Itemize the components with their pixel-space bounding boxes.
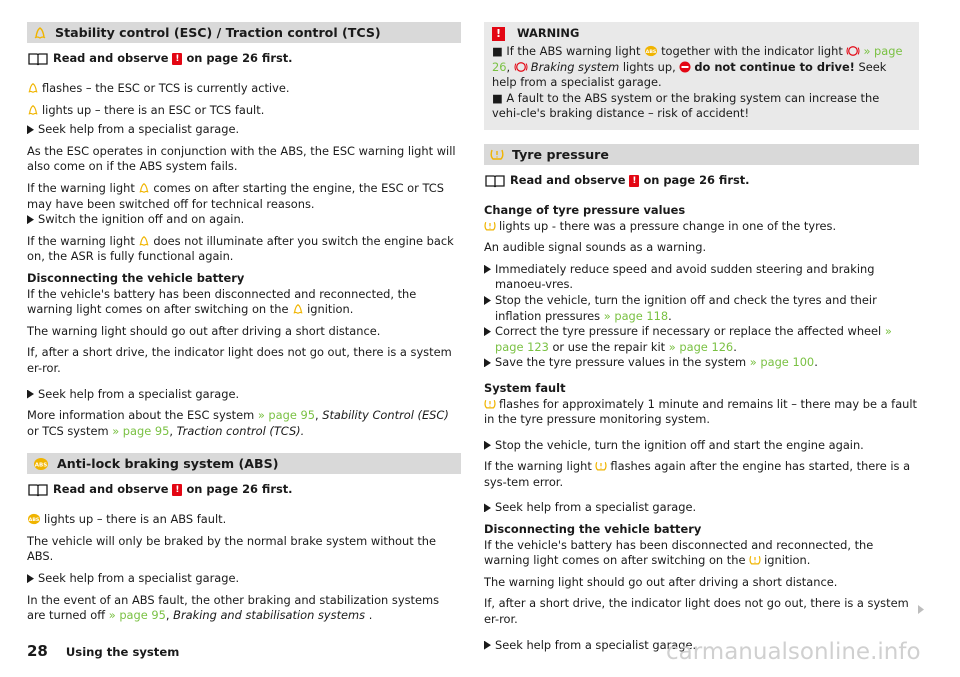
esc-warning-icon	[27, 82, 39, 94]
more-info-paragraph: More information about the ESC system » page 95, Stability Control (ESC) or TCS system » page 95, Traction control (TCS).	[27, 408, 449, 438]
tyre-step-1: Immediately reduce speed and avoid sudden steering and braking manoeu-vres.	[484, 262, 919, 293]
warning-exclamation-icon: !	[172, 484, 182, 496]
book-icon	[27, 483, 49, 497]
brake-warning-icon	[514, 61, 528, 73]
esc-section-heading	[27, 22, 461, 43]
warning-exclamation-icon: !	[492, 27, 505, 41]
esc-heading-text: Stability control (ESC) / Traction control (TCS)	[55, 24, 381, 40]
esc-warning-icon	[27, 104, 39, 116]
tyre-step-2: Stop the vehicle, turn the ignition off and check the tyres and their inflation pressures » page 118.	[484, 293, 919, 324]
footer-title: Using the system	[65, 645, 180, 659]
abs-section-heading	[27, 453, 461, 474]
svg-text:ABS: ABS	[645, 49, 657, 55]
esc-warning-icon	[138, 182, 150, 194]
abs-warning-icon	[27, 513, 41, 525]
tyre-pressure-icon	[484, 220, 496, 232]
disconnect-battery-text-r: If the vehicle's battery has been disconnected and reconnected, the warning light comes on after switching on the ignition.	[484, 537, 874, 568]
left-column	[27, 22, 461, 630]
continue-arrow-icon	[918, 605, 924, 614]
abs-warning-icon	[644, 45, 658, 57]
seek-help-step-r2: Seek help from a specialist garage.	[484, 638, 919, 654]
page-number: 28	[27, 642, 48, 660]
read-observe-line-abs: Read and observe ! on page 26 first.	[27, 482, 461, 498]
stop-restart-step: Stop the vehicle, turn the ignition off and start the engine again.	[484, 438, 919, 454]
tyre-heading-text: Tyre pressure	[512, 146, 609, 162]
book-icon	[27, 52, 49, 66]
esc-flashes-line: flashes – the ESC or TCS is currently active.	[27, 81, 461, 97]
abs-fail-paragraph: As the ESC operates in conjunction with the ABS, the ESC warning light will also come on if the ABS system fails.	[27, 143, 456, 174]
seek-help-step-3: Seek help from a specialist garage.	[27, 571, 461, 587]
page-95-link[interactable]: » page 95	[257, 408, 315, 423]
go-out-paragraph: The warning light should go out after driving a short distance.	[27, 323, 381, 338]
seek-help-step: Seek help from a specialist garage.	[27, 122, 461, 138]
tyre-section-heading	[484, 144, 919, 165]
page-95-link[interactable]: » page 95	[108, 608, 166, 623]
esc-warning-icon	[292, 303, 304, 315]
esc-lights-line: lights up – there is an ESC or TCS fault.	[27, 103, 461, 119]
tyre-pressure-icon	[484, 398, 496, 410]
warning-exclamation-icon: !	[629, 175, 639, 187]
svg-text:ABS: ABS	[34, 462, 48, 469]
book-icon	[484, 174, 506, 188]
page-95-link[interactable]: » page 95	[112, 423, 170, 438]
read-observe-line-tyre: Read and observe ! on page 26 first.	[484, 173, 919, 189]
page-100-link[interactable]: » page 100	[749, 355, 815, 370]
seek-help-step-2: Seek help from a specialist garage.	[27, 387, 461, 403]
change-text: lights up - there was a pressure change in one of the tyres.	[484, 219, 919, 235]
page-footer	[27, 644, 179, 661]
page-118-link[interactable]: » page 118	[603, 308, 669, 323]
seek-help-step-r: Seek help from a specialist garage.	[484, 500, 919, 516]
fault-text: flashes for approximately 1 minute and remains lit – there may be a fault in the tyre pressure monitoring system.	[484, 396, 918, 427]
stop-icon	[679, 61, 691, 73]
warning-exclamation-icon: !	[172, 53, 182, 65]
read-prefix: Read and observe	[53, 51, 169, 66]
svg-text:ABS: ABS	[28, 518, 40, 524]
right-column	[484, 22, 921, 665]
flash-again-paragraph: If the warning light flashes again after the engine has started, there is a sys-tem error.	[484, 459, 911, 489]
esc-warning-icon	[33, 26, 47, 40]
tyre-step-4: Save the tyre pressure values in the system » page 100.	[484, 355, 919, 371]
disconnect-battery-text: If the vehicle's battery has been disconnected and reconnected, the warning light comes on after switching on the ignition.	[27, 286, 417, 317]
after-drive-paragraph: If, after a short drive, the indicator light does not go out, there is a system er-ror.	[27, 345, 452, 375]
tyre-pressure-icon	[595, 460, 607, 472]
brake-warning-icon	[846, 45, 860, 57]
page-126-link[interactable]: » page 126	[668, 339, 734, 354]
abs-heading-text: Anti-lock braking system (ABS)	[57, 455, 279, 471]
fault-title: System fault	[484, 380, 566, 395]
warning-title: ! WARNING	[492, 26, 911, 42]
abs-warning-icon	[33, 457, 49, 471]
disconnect-battery-title-r: Disconnecting the vehicle battery	[484, 522, 702, 537]
go-out-paragraph-r: The warning light should go out after driving a short distance.	[484, 574, 838, 589]
warn-light-paragraph-2: If the warning light does not illuminate after you switch the engine back on, the ASR is fully functional again.	[27, 233, 454, 264]
read-observe-line	[27, 51, 461, 67]
after-drive-paragraph-r: If, after a short drive, the indicator light does not go out, there is a system er-ror.	[484, 596, 909, 627]
warning-bullet-2: ■ A fault to the ABS system or the braking system can increase the vehi-cle's braking distance – risk of accident!	[492, 90, 880, 121]
audible-paragraph: An audible signal sounds as a warning.	[484, 240, 707, 255]
tyre-step-3: Correct the tyre pressure if necessary or replace the affected wheel » page 123 or use the repair kit » page 126.	[484, 324, 919, 355]
change-title: Change of tyre pressure values	[484, 202, 686, 217]
abs-lights-line: ABS lights up – there is an ABS fault.	[28, 512, 227, 527]
tyre-pressure-icon	[490, 148, 504, 161]
page-26-link[interactable]: » page 26	[492, 44, 903, 74]
page-123-link[interactable]: » page 123	[495, 324, 892, 354]
warn-light-paragraph-1: If the warning light comes on after starting the engine, the ESC or TCS may have been switched off for technical reasons.	[27, 180, 444, 211]
warning-panel	[484, 22, 919, 130]
warning-bullet-1: ■ If the ABS warning light ABS together with the indicator light » page 26, Braking system lights up, do not continue to drive! Seek help from a specialist garage.	[492, 44, 903, 90]
abs-event-paragraph: In the event of an ABS fault, the other braking and stabilization systems are turned off » page 95, Braking and stabilisation systems .	[27, 592, 440, 623]
switch-off-on-step: Switch the ignition off and on again.	[27, 212, 461, 228]
watermark: carmanualsonline.info	[666, 639, 921, 665]
abs-normal-paragraph: The vehicle will only be braked by the normal brake system without the ABS.	[27, 533, 437, 564]
disconnect-battery-title: Disconnecting the vehicle battery	[27, 270, 245, 285]
read-suffix: on page 26 first.	[186, 51, 293, 66]
esc-warning-icon	[138, 235, 150, 247]
tyre-pressure-icon	[749, 554, 761, 566]
